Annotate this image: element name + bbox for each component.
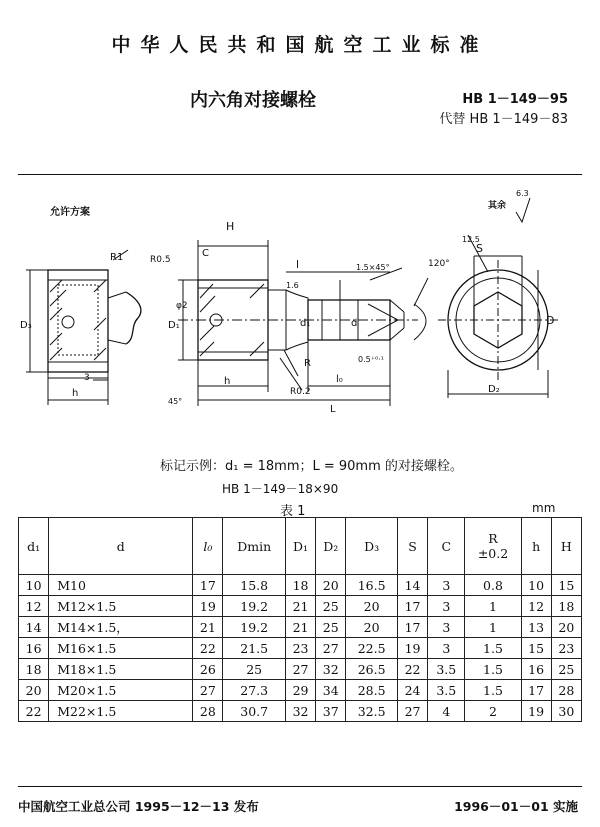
table-row [19, 680, 582, 701]
table-row [19, 659, 582, 680]
table-cell: 27 [285, 659, 315, 680]
table-cell: M16×1.5 [49, 638, 193, 659]
label-r25: 12.5 [462, 235, 480, 244]
label-h-bottom: h [224, 376, 231, 387]
table-cell: 2 [465, 701, 521, 722]
label-d1-shank: d₁ [300, 318, 311, 329]
table-cell: 25 [551, 659, 581, 680]
table-cell: 14 [397, 575, 427, 596]
label-d-right: D [546, 314, 555, 327]
table-cell: 15 [551, 575, 581, 596]
table-cell: M10 [49, 575, 193, 596]
table-cell: 12 [521, 596, 551, 617]
table-cell: 23 [285, 638, 315, 659]
header-d3: D₃ [346, 518, 398, 575]
table-row [19, 596, 582, 617]
table-row [19, 638, 582, 659]
label-l0: l₀ [336, 374, 343, 385]
label-s: S [476, 242, 483, 255]
table-cell: 22 [193, 638, 223, 659]
table-cell: 21.5 [223, 638, 285, 659]
table-cell: 20 [316, 575, 346, 596]
label-angle120: 120° [428, 259, 450, 269]
label-h-left: h [72, 388, 79, 399]
table-cell: 17 [193, 575, 223, 596]
table-cell: 25 [223, 659, 285, 680]
header-r-tolerance: ±0.2 [477, 546, 509, 561]
table-cell: 29 [285, 680, 315, 701]
label-h-top: H [226, 220, 235, 233]
table-cell: 15 [521, 638, 551, 659]
header-r [465, 518, 521, 575]
table-cell: 3 [428, 596, 465, 617]
header-h-cap: H [551, 518, 581, 575]
header-d1: d₁ [19, 518, 49, 575]
table-cell: 34 [316, 680, 346, 701]
table-cell: 18 [285, 575, 315, 596]
table-cell: 1 [465, 596, 521, 617]
table-cell: 30 [551, 701, 581, 722]
table-row [19, 617, 582, 638]
table-cell: 16.5 [346, 575, 398, 596]
table-cell: 18 [19, 659, 49, 680]
table-cell: 28 [193, 701, 223, 722]
table-unit: mm [532, 501, 556, 515]
document-title: 内六角对接螺栓 [190, 90, 316, 111]
table-cell: 20 [346, 617, 398, 638]
effective-line: 1996－01－01 实施 [454, 799, 578, 814]
marking-example: 标记示例：d₁ = 18mm；L = 90mm 的对接螺栓。 [160, 459, 463, 474]
header-h: h [521, 518, 551, 575]
table-cell: 26.5 [346, 659, 398, 680]
table-cell: 14 [19, 617, 49, 638]
label-c: C [202, 248, 209, 259]
table-cell: 20 [19, 680, 49, 701]
table-cell: 20 [551, 617, 581, 638]
top-rule [18, 174, 582, 175]
table-cell: 10 [19, 575, 49, 596]
table-cell: 3.5 [428, 659, 465, 680]
standard-code: HB 1－149－95 [462, 92, 568, 107]
table-cell: 22 [397, 659, 427, 680]
marking-designation: HB 1－149－18×90 [222, 482, 339, 496]
table-cell: 1.5 [465, 680, 521, 701]
replaces-code: 代替 HB 1－149－83 [439, 112, 568, 127]
table-cell: 19.2 [223, 596, 285, 617]
header-dmin: Dmin [223, 518, 285, 575]
table-cell: 32 [316, 659, 346, 680]
label-d3: D₃ [20, 320, 32, 331]
technical-drawing [18, 180, 582, 450]
table-cell: 23 [551, 638, 581, 659]
table-cell: 19 [521, 701, 551, 722]
table-cell: 32.5 [346, 701, 398, 722]
dimension-table [18, 517, 582, 722]
bolt-end-view [438, 198, 558, 398]
table-cell: 22 [19, 701, 49, 722]
table-cell: 16 [521, 659, 551, 680]
table-row [19, 701, 582, 722]
label-d: d [351, 318, 358, 329]
table-cell: 21 [285, 596, 315, 617]
table-cell: 19 [397, 638, 427, 659]
table-cell: 12 [19, 596, 49, 617]
header-l0: l₀ [193, 518, 223, 575]
table-cell: 18 [551, 596, 581, 617]
table-cell: 27.3 [223, 680, 285, 701]
table-cell: 28 [551, 680, 581, 701]
table-cell: 27 [316, 638, 346, 659]
label-deg45: 45° [168, 397, 183, 406]
alt-scheme-label: 允许方案 [50, 207, 90, 218]
table-cell: 28.5 [346, 680, 398, 701]
table-cell: 27 [397, 701, 427, 722]
table-cell: 24 [397, 680, 427, 701]
table-cell: 26 [193, 659, 223, 680]
header-d: d [49, 518, 193, 575]
table-cell: M22×1.5 [49, 701, 193, 722]
table-cell: 0.8 [465, 575, 521, 596]
roughness-value: 6.3 [516, 189, 529, 198]
header-d2: D₂ [316, 518, 346, 575]
table-row [19, 575, 582, 596]
table-cell: 3 [428, 638, 465, 659]
table-cell: 32 [285, 701, 315, 722]
table-cell: 17 [521, 680, 551, 701]
table-cell: 3 [428, 617, 465, 638]
table-caption: 表 1 [280, 504, 306, 519]
table-cell: 17 [397, 617, 427, 638]
label-d2: D₂ [488, 384, 500, 395]
bottom-rule [18, 786, 582, 787]
table-cell: 3 [428, 575, 465, 596]
header-r-label: R [488, 531, 498, 546]
roughness-label: 其余 [488, 201, 507, 211]
table-cell: 13 [521, 617, 551, 638]
table-cell: 1.5 [465, 659, 521, 680]
label-r1: R1 [110, 252, 124, 263]
label-big-l: L [330, 404, 336, 415]
table-cell: 4 [428, 701, 465, 722]
table-cell: M12×1.5 [49, 596, 193, 617]
table-cell: 17 [397, 596, 427, 617]
table-cell: M18×1.5 [49, 659, 193, 680]
label-r02: R0.2 [290, 387, 311, 397]
table-header-row [19, 518, 582, 575]
label-chamfer: 1.5×45° [356, 263, 390, 272]
label-d1-left: D₁ [168, 320, 180, 331]
table-cell: 1 [465, 617, 521, 638]
table-cell: 25 [316, 617, 346, 638]
table-cell: 22.5 [346, 638, 398, 659]
standard-name: 中华人民共和国航空工业标准 [111, 34, 489, 56]
table-cell: 37 [316, 701, 346, 722]
table-cell: M14×1.5， [49, 617, 193, 638]
table-cell: 3.5 [428, 680, 465, 701]
label-r05: R0.5 [150, 255, 171, 265]
label-r16: 1.6 [286, 281, 299, 290]
label-three: 3 [84, 373, 90, 383]
label-phi2: φ2 [176, 301, 188, 311]
table-cell: 10 [521, 575, 551, 596]
table-cell: 30.7 [223, 701, 285, 722]
table-cell: 16 [19, 638, 49, 659]
table-cell: 27 [193, 680, 223, 701]
table-cell: M20×1.5 [49, 680, 193, 701]
table-cell: 15.8 [223, 575, 285, 596]
label-r: R [304, 358, 311, 369]
issuer-line: 中国航空工业总公司 1995－12－13 发布 [18, 799, 259, 814]
header-d1-cap: D₁ [285, 518, 315, 575]
label-tol: 0.5⁺⁰·¹ [358, 355, 384, 364]
table-cell: 25 [316, 596, 346, 617]
table-cell: 19.2 [223, 617, 285, 638]
table-cell: 21 [193, 617, 223, 638]
label-l-top: l [296, 258, 300, 271]
table-cell: 20 [346, 596, 398, 617]
header-s: S [397, 518, 427, 575]
table-cell: 19 [193, 596, 223, 617]
header-c: C [428, 518, 465, 575]
table-cell: 21 [285, 617, 315, 638]
table-cell: 1.5 [465, 638, 521, 659]
